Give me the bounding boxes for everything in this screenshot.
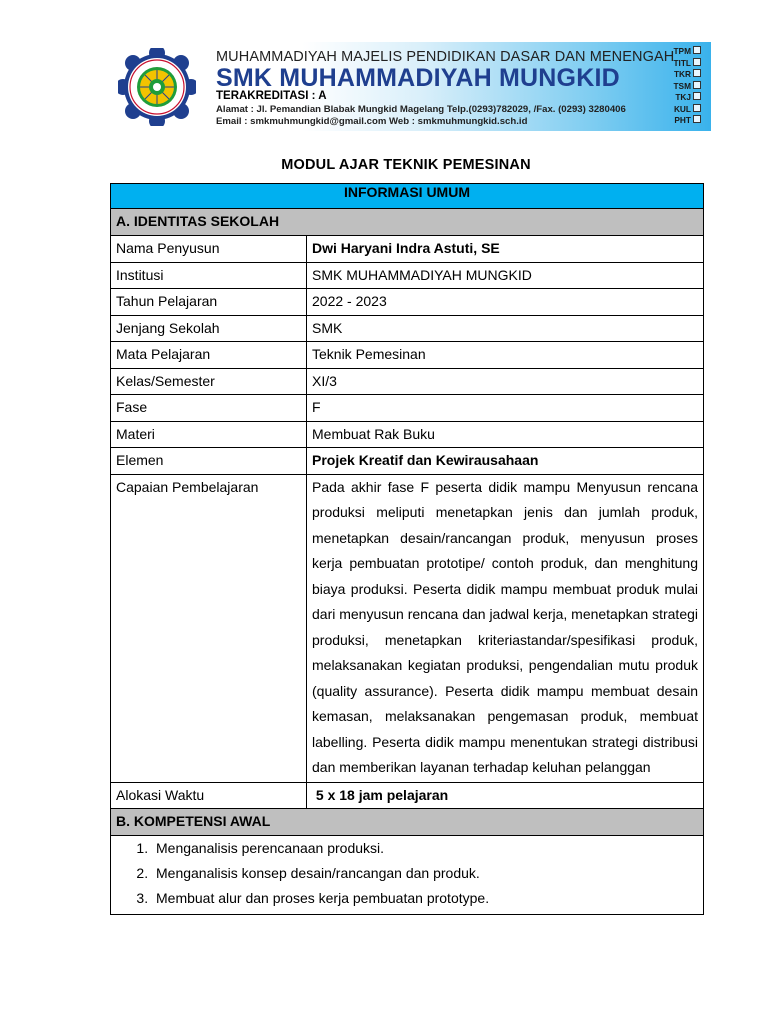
program-item: TKR [657, 69, 701, 81]
table-row [111, 262, 704, 289]
row-value: Membuat Rak Buku [307, 421, 704, 448]
row-value: 2022 - 2023 [307, 289, 704, 316]
general-info-header: INFORMASI UMUM [111, 184, 704, 209]
list-item: 1. Menganalisis perencanaan produksi. [152, 836, 698, 861]
program-item: TITL [657, 58, 701, 70]
table-row [111, 836, 704, 915]
checkbox-icon [693, 104, 701, 112]
row-value: XI/3 [307, 368, 704, 395]
row-label: Institusi [111, 262, 307, 289]
table-row [111, 448, 704, 475]
accreditation: TERAKREDITASI : A [216, 90, 327, 102]
program-item: TKJ [657, 92, 701, 104]
row-label: Kelas/Semester [111, 368, 307, 395]
checkbox-icon [693, 115, 701, 123]
row-value: SMK MUHAMMADIYAH MUNGKID [307, 262, 704, 289]
checkbox-icon [693, 58, 701, 66]
section-a-heading: A. IDENTITAS SEKOLAH [111, 209, 704, 236]
letterhead [110, 42, 711, 131]
document-title: MODUL AJAR TEKNIK PEMESINAN [281, 157, 531, 173]
table-row [111, 368, 704, 395]
row-label: Fase [111, 395, 307, 422]
competency-cell [111, 836, 704, 915]
school-address: Alamat : Jl. Pemandian Blabak Mungkid Magelang Telp.(0293)782029, /Fax. (0293) 3280406 [216, 104, 626, 115]
table-header-row [111, 184, 704, 209]
school-email-web: Email : smkmuhmungkid@gmail.com Web : smkmuhmungkid.sch.id [216, 116, 528, 127]
row-label: Jenjang Sekolah [111, 315, 307, 342]
school-seal-icon [118, 48, 196, 126]
section-row [111, 209, 704, 236]
school-name: SMK MUHAMMADIYAH MUNGKID [216, 64, 620, 92]
section-row [111, 809, 704, 836]
row-label: Tahun Pelajaran [111, 289, 307, 316]
program-item: TPM [657, 46, 701, 58]
row-value: F [307, 395, 704, 422]
list-item: 2. Menganalisis konsep desain/rancangan dan produk. [152, 861, 698, 886]
row-label: Capaian Pembelajaran [111, 474, 307, 782]
table-row [111, 342, 704, 369]
row-label: Elemen [111, 448, 307, 475]
table-row [111, 289, 704, 316]
row-value: Dwi Haryani Indra Astuti, SE [307, 236, 704, 263]
competency-list [116, 836, 698, 911]
table-row [111, 236, 704, 263]
program-item: PHT [657, 115, 701, 127]
row-label: Mata Pelajaran [111, 342, 307, 369]
organization-line: MUHAMMADIYAH MAJELIS PENDIDIKAN DASAR DAN MENENGAH [216, 49, 675, 65]
row-label: Materi [111, 421, 307, 448]
program-item: KUL [657, 104, 701, 116]
checkbox-icon [693, 69, 701, 77]
row-value: Projek Kreatif dan Kewirausahaan [307, 448, 704, 475]
checkbox-icon [693, 46, 701, 54]
table-row [111, 315, 704, 342]
table-row [111, 395, 704, 422]
row-label: Nama Penyusun [111, 236, 307, 263]
checkbox-icon [693, 81, 701, 89]
learning-outcome-text: Pada akhir fase F peserta didik mampu Menyusun rencana produksi meliputi menetapkan jenis dan jumlah produk, menetapkan desain/rancangan produk, menyusun proses kerja pembuatan prototipe/ contoh produk, dan menghitung biaya produksi. Peserta didik mampu membuat produk mulai dari menyusun rencana dan jadwal kerja, menetapkan strategi produksi, menetapkan kriteriastandar/spesifikasi produk, melaksanakan kegiatan produksi, pengendalian mutu produk (quality assurance). Peserta didik mampu membuat desain kemasan, melaksanakan pengemasan produk, membuat labelling. Peserta didik mampu menentukan strategi distribusi dan memberikan layanan terhadap keluhan pelanggan [307, 474, 704, 782]
checkbox-icon [693, 92, 701, 100]
program-item: TSM [657, 81, 701, 93]
row-label: Alokasi Waktu [111, 782, 307, 809]
table-row [111, 782, 704, 809]
module-info-table [110, 183, 704, 915]
table-row [111, 474, 704, 782]
row-value: 5 x 18 jam pelajaran [307, 782, 704, 809]
program-list [657, 46, 701, 127]
section-b-heading: B. KOMPETENSI AWAL [111, 809, 704, 836]
table-row [111, 421, 704, 448]
row-value: SMK [307, 315, 704, 342]
row-value: Teknik Pemesinan [307, 342, 704, 369]
list-item: 3. Membuat alur dan proses kerja pembuatan prototype. [152, 886, 698, 911]
